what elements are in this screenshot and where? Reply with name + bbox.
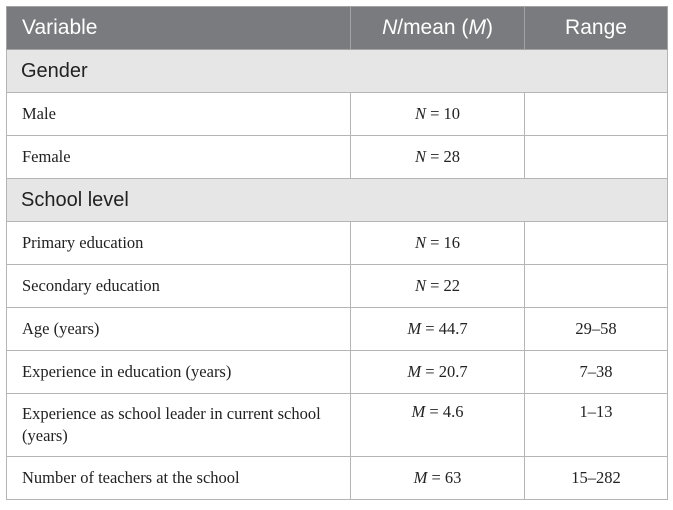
row-range	[525, 93, 668, 136]
value-symbol: N	[414, 147, 426, 166]
table-row	[7, 351, 668, 394]
value-number: = 10	[425, 104, 461, 123]
row-value	[351, 222, 525, 265]
row-label: Experience as school leader in current school (years)	[7, 394, 351, 457]
header-n-mean-text: /mean (	[397, 16, 469, 39]
table-header-row	[7, 7, 668, 50]
value-symbol: N	[414, 276, 426, 295]
table-row	[7, 394, 668, 457]
row-label: Female	[7, 136, 351, 179]
table-row	[7, 308, 668, 351]
header-variable: Variable	[7, 7, 351, 50]
row-range	[525, 265, 668, 308]
demographics-table	[6, 6, 668, 500]
row-range	[525, 222, 668, 265]
header-close-paren: )	[485, 16, 493, 39]
row-range	[525, 136, 668, 179]
section-row-school-level	[7, 179, 668, 222]
row-label: Experience in education (years)	[7, 351, 351, 394]
row-value	[351, 136, 525, 179]
value-number: = 44.7	[421, 319, 468, 338]
header-n-symbol: N	[382, 16, 398, 39]
table-row	[7, 136, 668, 179]
row-value	[351, 394, 525, 457]
value-number: = 28	[425, 147, 461, 166]
row-range: 29–58	[525, 308, 668, 351]
row-value	[351, 93, 525, 136]
value-symbol: M	[407, 362, 422, 381]
value-number: = 63	[427, 468, 462, 487]
row-label: Primary education	[7, 222, 351, 265]
row-range: 7–38	[525, 351, 668, 394]
value-number: = 22	[425, 276, 461, 295]
section-row-gender	[7, 50, 668, 93]
value-symbol: M	[411, 402, 426, 421]
row-label: Male	[7, 93, 351, 136]
value-symbol: N	[414, 233, 426, 252]
table-row	[7, 222, 668, 265]
row-range: 15–282	[525, 457, 668, 500]
section-title: School level	[7, 179, 668, 222]
header-m-symbol: M	[468, 16, 486, 39]
row-value	[351, 351, 525, 394]
row-label: Number of teachers at the school	[7, 457, 351, 500]
value-number: = 16	[425, 233, 461, 252]
table-row	[7, 265, 668, 308]
row-value	[351, 457, 525, 500]
value-number: = 20.7	[421, 362, 468, 381]
section-title: Gender	[7, 50, 668, 93]
header-n-mean	[351, 7, 525, 50]
row-value	[351, 265, 525, 308]
value-symbol: M	[413, 468, 428, 487]
value-symbol: N	[414, 104, 426, 123]
header-range: Range	[525, 7, 668, 50]
row-range: 1–13	[525, 394, 668, 457]
value-number: = 4.6	[425, 402, 464, 421]
table-row	[7, 93, 668, 136]
row-value	[351, 308, 525, 351]
row-label: Age (years)	[7, 308, 351, 351]
row-label: Secondary education	[7, 265, 351, 308]
table-row	[7, 457, 668, 500]
value-symbol: M	[407, 319, 422, 338]
